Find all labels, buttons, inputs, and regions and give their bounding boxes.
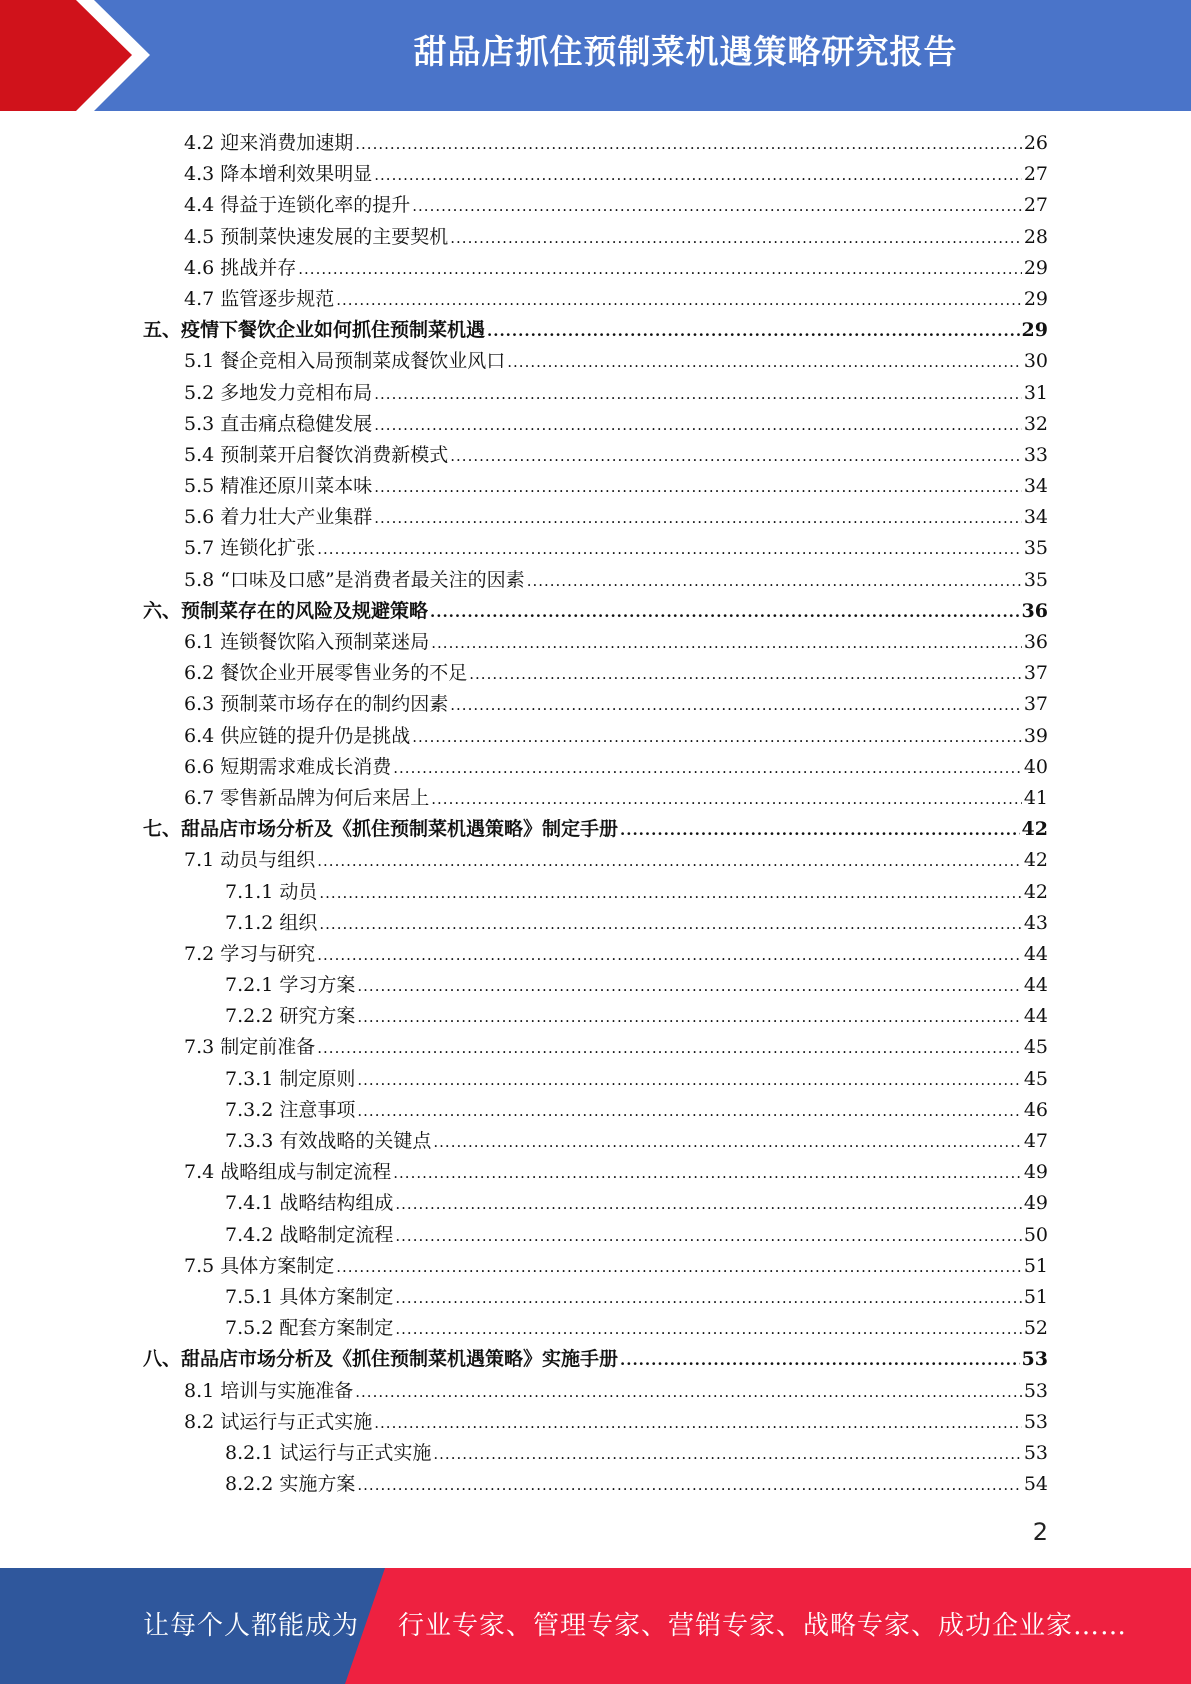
toc-entry-title: 5.1 餐企竞相入局预制菜成餐饮业风口: [184, 350, 506, 373]
header-arrow-accent: [0, 0, 150, 111]
toc-dot-leader: [319, 909, 1021, 940]
toc-entry-title: 7.3.2 注意事项: [225, 1098, 356, 1121]
toc-entry[interactable]: [0, 1220, 1191, 1251]
toc-entry-title: 5.7 连锁化扩张: [184, 537, 316, 560]
toc-entry[interactable]: [0, 689, 1191, 720]
toc-entry-page: 32: [1023, 412, 1048, 435]
toc-dot-leader: [395, 1221, 1021, 1252]
toc-entry-page: 40: [1023, 755, 1048, 778]
toc-dot-leader: [395, 1283, 1021, 1314]
toc-entry-page: 49: [1023, 1161, 1048, 1184]
toc-entry-page: 45: [1023, 1067, 1048, 1090]
toc-entry[interactable]: [0, 1095, 1191, 1126]
toc-entry[interactable]: [0, 284, 1191, 315]
toc-entry-title: 7.4 战略组成与制定流程: [184, 1161, 392, 1184]
toc-entry-title: 7.1.1 动员: [225, 880, 318, 903]
toc-entry-page: 44: [1023, 942, 1048, 965]
toc-entry-title: 4.7 监管逐步规范: [184, 287, 335, 310]
toc-entry-title: 6.1 连锁餐饮陷入预制菜迷局: [184, 631, 430, 653]
toc-dot-leader: [450, 690, 1022, 721]
toc-entry-title: 7.4.2 战略制定流程: [225, 1223, 394, 1246]
toc-entry[interactable]: [0, 596, 1191, 627]
toc-entry[interactable]: [0, 222, 1191, 253]
toc-entry-title: 8.2 试运行与正式实施: [184, 1410, 373, 1433]
toc-entry-page: 39: [1023, 724, 1048, 747]
toc-entry-title: 5.2 多地发力竞相布局: [184, 381, 373, 404]
toc-entry-title: 8.2.2 实施方案: [225, 1473, 356, 1496]
toc-entry-title: 7.5.1 具体方案制定: [225, 1285, 394, 1308]
toc-entry[interactable]: [0, 1282, 1191, 1313]
toc-entry-title: 8.2.1 试运行与正式实施: [225, 1441, 432, 1464]
toc-dot-leader: [357, 1065, 1021, 1096]
toc-dot-leader: [374, 1408, 1022, 1439]
toc-entry-page: 27: [1023, 163, 1048, 186]
toc-entry-title: 7.3.3 有效战略的关键点: [225, 1130, 432, 1152]
toc-entry[interactable]: [0, 1313, 1191, 1344]
toc-entry-page: 30: [1023, 350, 1048, 373]
toc-dot-leader: [357, 1002, 1021, 1033]
toc-entry-page: 41: [1023, 786, 1048, 809]
toc-entry[interactable]: [0, 970, 1191, 1001]
toc-entry[interactable]: [0, 877, 1191, 908]
toc-entry-title: 7.5 具体方案制定: [184, 1254, 335, 1277]
toc-entry[interactable]: [0, 939, 1191, 970]
footer-slogan-left: 让每个人都能成为: [143, 1611, 360, 1641]
toc-entry[interactable]: [0, 471, 1191, 502]
toc-entry-page: 34: [1023, 506, 1048, 529]
toc-entry[interactable]: [0, 315, 1191, 346]
toc-entry-title: 7.5.2 配套方案制定: [225, 1317, 394, 1340]
toc-entry-title: 4.3 降本增利效果明显: [184, 163, 373, 186]
toc-entry-title: 5.6 着力壮大产业集群: [184, 506, 373, 529]
toc-entry[interactable]: [0, 502, 1191, 533]
toc-entry-page: 50: [1023, 1223, 1048, 1246]
toc-entry-page: 37: [1023, 693, 1048, 716]
toc-entry-title: 7.2 学习与研究: [184, 942, 316, 965]
toc-entry-page: 36: [1021, 599, 1048, 622]
toc-entry[interactable]: [0, 1438, 1191, 1469]
toc-dot-leader: [319, 878, 1021, 909]
toc-dot-leader: [317, 846, 1022, 877]
toc-dot-leader: [395, 1189, 1021, 1220]
toc-dot-leader: [355, 1377, 1022, 1408]
toc-entry-title: 6.6 短期需求难成长消费: [184, 755, 392, 778]
toc-entry-title: 6.2 餐饮企业开展零售业务的不足: [184, 662, 468, 685]
toc-entry-title: 7.3 制定前准备: [184, 1036, 316, 1059]
toc-entry[interactable]: [0, 1188, 1191, 1219]
toc-dot-leader: [430, 597, 1020, 628]
toc-entry-page: 34: [1023, 475, 1048, 498]
toc-dot-leader: [374, 160, 1022, 191]
toc-dot-leader: [507, 347, 1022, 378]
toc-entry-title: 八、甜品店市场分析及《抓住预制菜机遇策略》实施手册: [143, 1348, 619, 1371]
toc-entry-page: 26: [1023, 132, 1048, 154]
toc-entry[interactable]: [0, 128, 1191, 159]
toc-entry[interactable]: [0, 908, 1191, 939]
toc-entry-title: 6.3 预制菜市场存在的制约因素: [184, 693, 449, 716]
toc-dot-leader: [317, 534, 1022, 565]
toc-entry[interactable]: [0, 1157, 1191, 1188]
toc-entry-page: 53: [1023, 1379, 1048, 1402]
toc-entry-title: 4.5 预制菜快速发展的主要契机: [184, 225, 449, 248]
toc-entry[interactable]: [0, 627, 1191, 658]
toc-entry-page: 42: [1023, 849, 1048, 872]
toc-entry-page: 43: [1023, 911, 1048, 934]
toc-dot-leader: [620, 1345, 1020, 1376]
toc-entry-title: 7.4.1 战略结构组成: [225, 1192, 394, 1215]
page-header: [0, 0, 1191, 111]
toc-dot-leader: [317, 940, 1022, 971]
toc-entry-page: 42: [1023, 880, 1048, 903]
toc-entry-page: 46: [1023, 1098, 1048, 1121]
toc-entry-title: 4.4 得益于连锁化率的提升: [184, 194, 411, 217]
toc-entry-title: 7.3.1 制定原则: [225, 1067, 356, 1090]
toc-dot-leader: [374, 503, 1022, 534]
toc-entry-title: 4.2 迎来消费加速期: [184, 132, 354, 154]
toc-entry[interactable]: [0, 1251, 1191, 1282]
toc-entry-page: 29: [1021, 319, 1048, 342]
toc-dot-leader: [393, 753, 1022, 784]
toc-entry-page: 44: [1023, 974, 1048, 997]
toc-entry[interactable]: [0, 1126, 1191, 1157]
toc-entry-page: 53: [1021, 1348, 1048, 1371]
toc-entry[interactable]: [0, 1469, 1191, 1500]
toc-entry-title: 8.1 培训与实施准备: [184, 1379, 354, 1402]
toc-dot-leader: [433, 1127, 1021, 1158]
toc-dot-leader: [317, 1033, 1022, 1064]
toc-entry-page: 52: [1023, 1317, 1048, 1340]
toc-dot-leader: [412, 191, 1022, 222]
toc-dot-leader: [374, 472, 1022, 503]
toc-entry-page: 28: [1023, 225, 1048, 248]
toc-entry-title: 5.8 “口味及口感”是消费者最关注的因素: [184, 568, 525, 591]
toc-entry-title: 7.1.2 组织: [225, 911, 318, 934]
toc-entry[interactable]: [0, 1032, 1191, 1063]
toc-dot-leader: [357, 1470, 1021, 1501]
toc-dot-leader: [450, 223, 1022, 254]
toc-entry-page: 51: [1023, 1254, 1048, 1277]
toc-dot-leader: [357, 971, 1021, 1002]
toc-entry[interactable]: [0, 845, 1191, 876]
toc-entry-page: 42: [1021, 818, 1048, 841]
toc-entry[interactable]: [0, 190, 1191, 221]
toc-entry-title: 5.4 预制菜开启餐饮消费新模式: [184, 443, 449, 466]
toc-entry[interactable]: [0, 159, 1191, 190]
toc-entry[interactable]: [0, 1064, 1191, 1095]
toc-entry[interactable]: [0, 721, 1191, 752]
toc-entry-page: 36: [1023, 631, 1048, 653]
report-title: 甜品店抓住预制菜机遇策略研究报告: [413, 32, 958, 71]
toc-entry-title: 4.6 挑战并存: [184, 256, 297, 279]
toc-dot-leader: [336, 285, 1022, 316]
toc-dot-leader: [433, 1439, 1021, 1470]
toc-entry-page: 33: [1023, 443, 1048, 466]
toc-dot-leader: [374, 410, 1022, 441]
toc-entry-page: 49: [1023, 1192, 1048, 1215]
toc-entry-title: 五、疫情下餐饮企业如何抓住预制菜机遇: [143, 319, 486, 342]
toc-dot-leader: [450, 441, 1022, 472]
toc-entry[interactable]: [0, 658, 1191, 689]
table-of-contents: [0, 128, 1191, 1500]
toc-dot-leader: [487, 316, 1020, 347]
toc-entry-page: 27: [1023, 194, 1048, 217]
toc-entry-page: 53: [1023, 1441, 1048, 1464]
toc-entry-page: 53: [1023, 1410, 1048, 1433]
toc-entry-page: 29: [1023, 256, 1048, 279]
toc-dot-leader: [355, 129, 1022, 160]
toc-dot-leader: [412, 722, 1022, 753]
toc-dot-leader: [298, 254, 1022, 285]
toc-entry-page: 54: [1023, 1473, 1048, 1496]
toc-dot-leader: [357, 1096, 1021, 1127]
toc-entry[interactable]: [0, 533, 1191, 564]
toc-entry-title: 7.1 动员与组织: [184, 849, 316, 872]
toc-entry-title: 六、预制菜存在的风险及规避策略: [143, 599, 429, 622]
toc-entry[interactable]: [0, 752, 1191, 783]
toc-entry[interactable]: [0, 1407, 1191, 1438]
toc-dot-leader: [393, 1158, 1022, 1189]
toc-dot-leader: [431, 628, 1022, 659]
toc-entry-page: 45: [1023, 1036, 1048, 1059]
toc-entry-title: 5.5 精准还原川菜本味: [184, 475, 373, 498]
toc-entry-page: 47: [1023, 1130, 1048, 1152]
toc-dot-leader: [431, 784, 1022, 815]
toc-entry-page: 37: [1023, 662, 1048, 685]
toc-entry-page: 51: [1023, 1285, 1048, 1308]
toc-entry[interactable]: [0, 253, 1191, 284]
toc-entry[interactable]: [0, 783, 1191, 814]
toc-dot-leader: [374, 379, 1022, 410]
toc-entry-title: 7.2.2 研究方案: [225, 1005, 356, 1028]
toc-entry-title: 七、甜品店市场分析及《抓住预制菜机遇策略》制定手册: [143, 818, 619, 841]
toc-entry-page: 44: [1023, 1005, 1048, 1028]
toc-entry-title: 5.3 直击痛点稳健发展: [184, 412, 373, 435]
toc-dot-leader: [469, 659, 1022, 690]
toc-dot-leader: [395, 1314, 1021, 1345]
toc-entry-title: 6.4 供应链的提升仍是挑战: [184, 724, 411, 747]
toc-entry[interactable]: [0, 1376, 1191, 1407]
toc-entry[interactable]: [0, 346, 1191, 377]
toc-entry[interactable]: [0, 440, 1191, 471]
toc-entry[interactable]: [0, 565, 1191, 596]
page-number: 2: [1032, 1518, 1048, 1546]
toc-entry-page: 29: [1023, 287, 1048, 310]
toc-entry[interactable]: [0, 1001, 1191, 1032]
toc-dot-leader: [620, 815, 1020, 846]
toc-entry-title: 7.2.1 学习方案: [225, 974, 356, 997]
toc-entry[interactable]: [0, 378, 1191, 409]
toc-dot-leader: [527, 566, 1022, 597]
toc-entry[interactable]: [0, 814, 1191, 845]
toc-entry-title: 6.7 零售新品牌为何后来居上: [184, 786, 430, 809]
toc-entry[interactable]: [0, 1344, 1191, 1375]
toc-entry-page: 31: [1023, 381, 1048, 404]
footer-slogan-right: 行业专家、管理专家、营销专家、战略专家、成功企业家……: [398, 1611, 1128, 1641]
toc-entry[interactable]: [0, 409, 1191, 440]
toc-entry-page: 35: [1023, 568, 1048, 591]
toc-dot-leader: [336, 1252, 1022, 1283]
toc-entry-page: 35: [1023, 537, 1048, 560]
page-footer: [0, 1568, 1191, 1684]
